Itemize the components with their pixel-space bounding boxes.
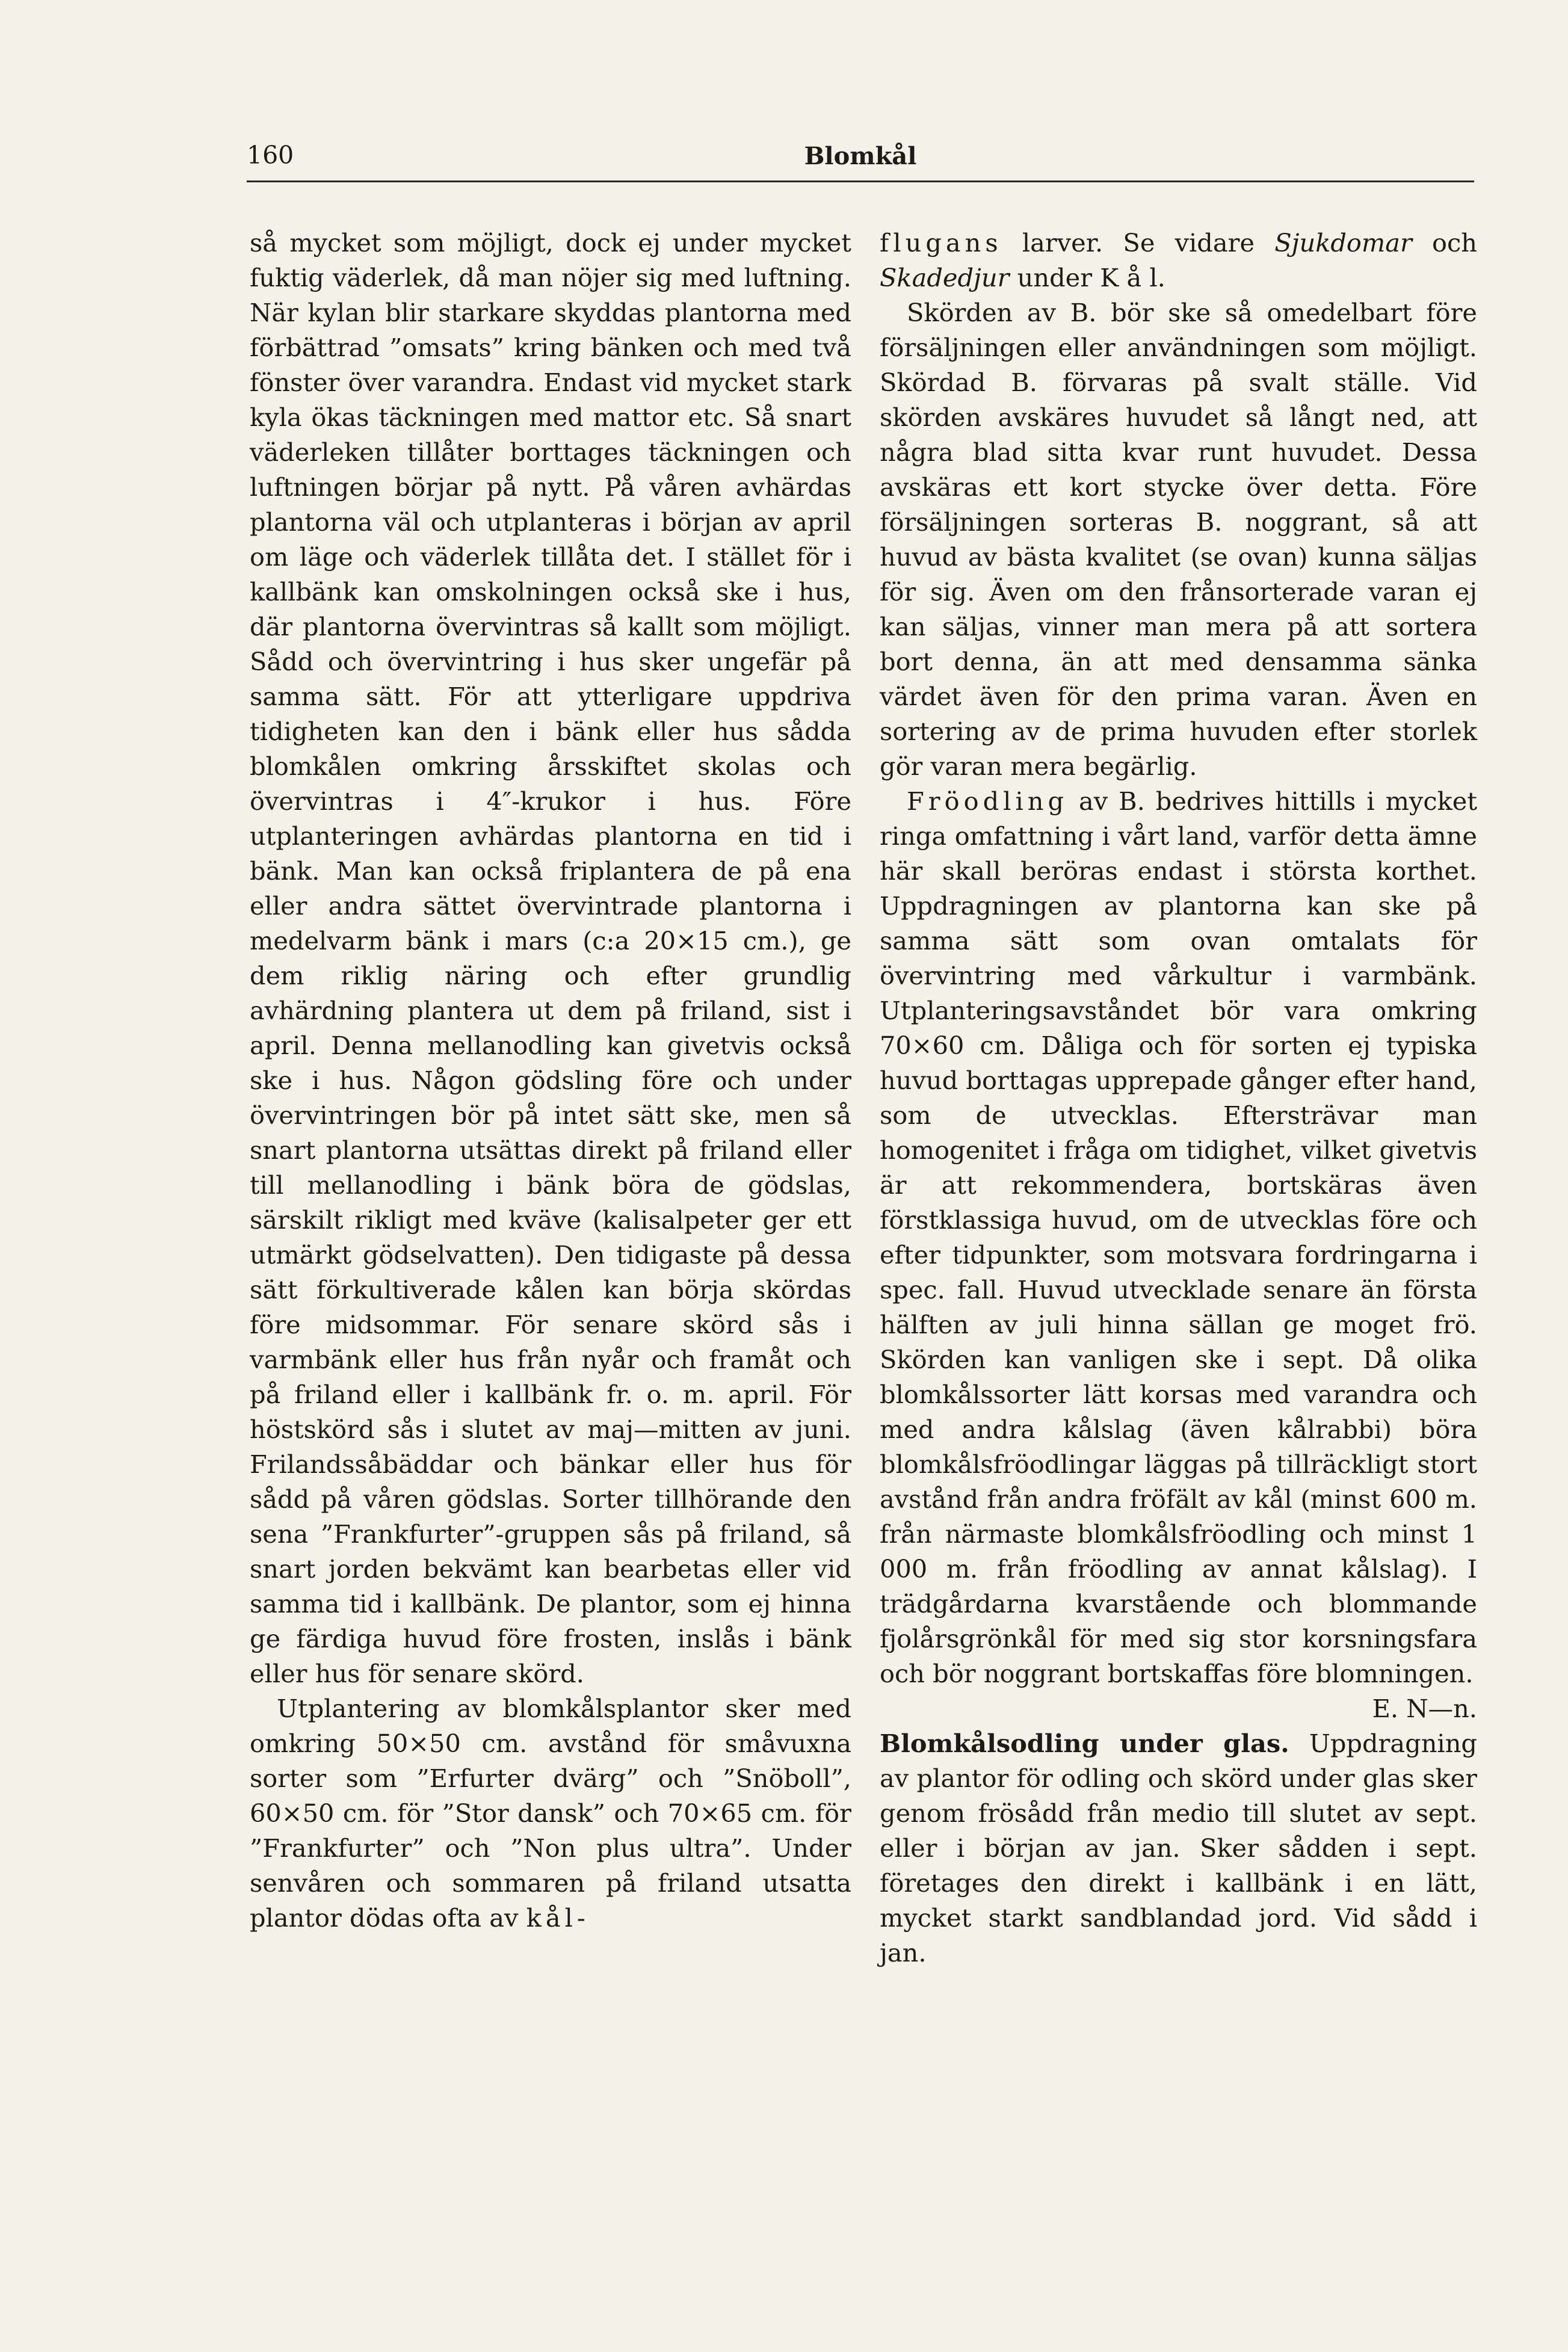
right-paragraph-3-text: av B. bedrives hittills i mycket ringa omfattning i vårt land, varför detta ämne här skall beröras endast i största korthet. Uppdragningen av plantorna kan ske på samma sätt som ovan omtalats för övervintring med vårkultur i varmbänk. Utplanteringsavståndet bör vara omkring 70×60 cm. Dåliga och för sorten ej typiska huvud borttagas upprepade gånger efter hand, som de utvecklas. Eftersträvar man homogenitet i fråga om tidighet, vilket givetvis är att rekommendera, bortskäras även förstklassiga huvud, om de utvecklas före och efter tidpunkter, som motsvara fordringarna i spec. fall. Huvud utvecklade senare än första hälften av juli hinna sällan ge moget frö. Skörden kan vanligen ske i sept. Då olika blomkålssorter lätt korsas med varandra och med andra kålslag (även kålrabbi) böra blomkålsfröodlingar läggas på tillräckligt stort avstånd från andra fröfält av kål (minst 600 m. från närmaste blomkålsfröodling och minst 1 000 m. från fröodling av annat kålslag). I trädgårdarna kvarstående och blommande fjolårsgrönkål för med sig stor korsningsfara och bör noggrant bortskaffas före blomningen. (880, 786, 1477, 1688)
left-paragraph-2-text: Utplantering av blomkålsplantor sker med omkring 50×50 cm. avstånd för småvuxna sorter som ”Erfurter dvärg” och ”Snöboll”, 60×50 cm. för ”Stor dansk” och 70×65 cm. för ”Frankfurter” och ”Non plus ultra”. Under senvåren och sommaren på friland utsatta plantor dödas ofta av (250, 1694, 851, 1933)
right-paragraph-1-text: larver. Se vidare (1002, 228, 1275, 258)
right-paragraph-1 (880, 226, 1477, 295)
page-header (247, 143, 1474, 185)
left-column (250, 226, 851, 1936)
right-paragraph-4 (880, 1726, 1477, 1971)
right-column (880, 226, 1477, 1971)
right-paragraph-2: Skörden av B. bör ske så omedelbart före försäljningen eller användningen som möjligt. Skördad B. förvaras på svalt ställe. Vid skörden avskäres huvudet så långt ned, att några blad sitta kvar runt huvudet. Dessa avskäras ett kort stycke över detta. Före försäljningen sorteras B. noggrant, så att huvud av bästa kvalitet (se ovan) kunna säljas för sig. Även om den frånsorterade varan ej kan säljas, vinner man mera på att sortera bort denna, än att med densamma sänka värdet även för den prima varan. Även en sortering av de prima huvuden efter storlek gör varan mera begärlig. (880, 298, 1477, 781)
right-paragraph-1-mid: och (1412, 228, 1477, 258)
section-heading-blomkalsodling: Blomkålsodling under glas. (880, 1729, 1289, 1758)
right-paragraph-1-spaced-word: flugans (880, 228, 1002, 258)
right-paragraph-3 (880, 784, 1477, 1723)
right-paragraph-4-text: Uppdragning av plantor för odling och skörd under glas sker genom frösådd från medio till slutet av sept. eller i början av jan. Sker sådden i sept. företages den direkt i kallbänk i en lätt, mycket starkt sandblandad jord. Vid sådd i jan. (880, 1729, 1477, 1968)
page-number: 160 (247, 141, 294, 170)
left-paragraph-1: så mycket som möjligt, dock ej under mycket fuktig väderlek, då man nöjer sig med luftning. När kylan blir starkare skyddas plantorna med förbättrad ”omsats” kring bänken och med två fönster över varandra. Endast vid mycket stark kyla ökas täckningen med mattor etc. Så snart väderleken tillåter borttages täckningen och luftningen börjar på nytt. På våren avhärdas plantorna väl och utplanteras i början av april om läge och väderlek tillåta det. I stället för i kallbänk kan omskolningen också ske i hus, där plantorna övervintras så kallt som möjligt. Sådd och övervintring i hus sker ungefär på samma sätt. För att ytterligare uppdriva tidigheten kan den i bänk eller hus sådda blomkålen omkring årsskiftet skolas och övervintras i 4″-krukor i hus. Före utplanteringen avhärdas plantorna en tid i bänk. Man kan också friplantera de på ena eller andra sättet övervintrade plantorna i medelvarm bänk i mars (c:a 20×15 cm.), ge dem riklig näring och efter grundlig avhärdning plantera ut dem på friland, sist i april. Denna mellanodling kan givetvis också ske i hus. Någon gödsling före och under övervintringen bör på intet sätt ske, men så snart plantorna utsättas direkt på friland eller till mellanodling i bänk böra de gödslas, särskilt rikligt med kväve (kalisalpeter ger ett utmärkt gödselvatten). Den tidigaste på dessa sätt förkultiverade kålen kan börja skördas före midsommar. För senare skörd sås i varmbänk eller hus från nyår och framåt och på friland eller i kallbänk fr. o. m. april. För höstskörd sås i slutet av maj—mitten av juni. Frilandssåbäddar och bänkar eller hus för sådd på våren gödslas. Sorter tillhörande den sena ”Frankfurter”-gruppen sås på friland, så snart jorden bekvämt kan bearbetas eller vid samma tid i kallbänk. De plantor, som ej hinna ge färdiga huvud före frosten, inslås i bänk eller hus för senare skörd. (250, 228, 851, 1688)
right-paragraph-1-end: under K å l. (1009, 263, 1165, 292)
left-paragraph-2 (250, 1691, 851, 1936)
header-divider (247, 181, 1474, 182)
cross-reference-sjukdomar: Sjukdomar (1274, 228, 1412, 258)
right-paragraph-3-spaced-word: Fröodling (907, 786, 1069, 816)
running-title: Blomkål (804, 142, 917, 170)
left-paragraph-2-spaced-word: kål- (526, 1903, 590, 1933)
author-signature: E. N—n. (1372, 1694, 1477, 1723)
cross-reference-skadedjur: Skadedjur (880, 263, 1010, 292)
